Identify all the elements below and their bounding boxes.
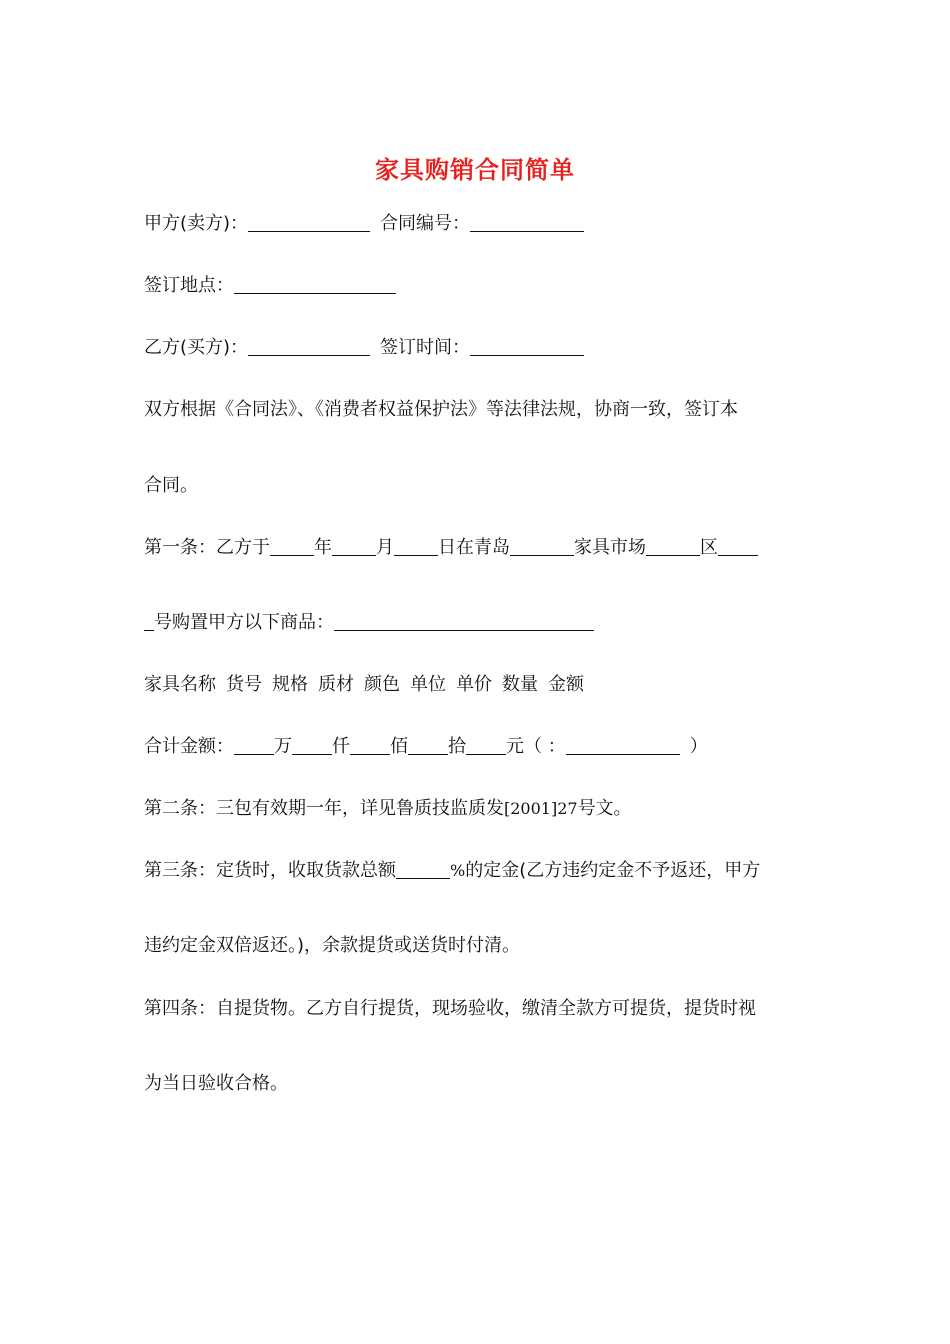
sign-place-blank (234, 275, 396, 294)
col-header: 数量 (502, 674, 538, 695)
col-header: 货号 (226, 674, 262, 695)
qian-label: 仟 (332, 736, 350, 757)
shi-label: 拾 (448, 736, 466, 757)
total-label: 合计金额： (144, 736, 234, 757)
percent-sign: % (450, 861, 466, 880)
market-label: 家具市场 (574, 537, 646, 558)
article-1-prefix: 第一条：乙方于 (144, 537, 270, 558)
wan-label: 万 (274, 736, 292, 757)
total-amount-row (144, 734, 708, 760)
yuan-label: 元（ ： (506, 736, 566, 757)
party-a-row (144, 211, 584, 237)
wan-blank (234, 736, 274, 755)
col-header: 质材 (318, 674, 354, 695)
year-label: 年 (314, 537, 332, 558)
number-blank (144, 612, 154, 631)
article-2-suffix: 号文。 (577, 798, 632, 819)
party-a-blank (248, 213, 370, 232)
col-header: 颜色 (364, 674, 400, 695)
district-blank (646, 537, 700, 556)
col-header: 单价 (456, 674, 492, 695)
document-title: 家具购销合同简单 (375, 155, 575, 184)
party-a-label: 甲方(卖方)： (144, 213, 249, 234)
bai-blank (350, 736, 390, 755)
sign-time-label: 签订时间： (380, 337, 471, 358)
col-header: 家具名称 (144, 674, 216, 695)
article-3-line-2: 违约定金双倍返还。)，余款提货或送货时付清。 (144, 935, 521, 956)
party-b-blank (248, 337, 370, 356)
article-3-prefix: 第三条：定货时，收取货款总额 (144, 860, 396, 881)
sign-time-blank (470, 337, 584, 356)
qian-blank (292, 736, 332, 755)
article-1-line-2-text: 号购置甲方以下商品： (154, 612, 334, 633)
intro-line-1: 双方根据《合同法》、《消费者权益保护法》等法律法规，协商一致，签订本 (144, 399, 738, 420)
month-label: 月 (376, 537, 394, 558)
intro-line-2: 合同。 (144, 475, 198, 496)
goods-table-header (144, 672, 594, 698)
col-header: 金额 (548, 674, 584, 695)
article-3-line-1 (144, 858, 760, 884)
percent-blank (396, 860, 450, 879)
market-blank (510, 537, 574, 556)
shi-blank (408, 736, 448, 755)
article-1-line-2 (144, 610, 594, 636)
article-2 (144, 796, 632, 822)
article-1-line-1 (144, 535, 758, 561)
contract-no-label: 合同编号： (380, 213, 471, 234)
amount-figure-blank (566, 736, 680, 755)
district-label: 区 (700, 537, 718, 558)
party-b-label: 乙方(买方)： (144, 337, 249, 358)
article-2-prefix: 第二条：三包有效期一年，详见鲁质技监质发 (144, 798, 504, 819)
sign-place-row (144, 273, 396, 299)
district-number-blank (718, 537, 758, 556)
total-close: ） (689, 736, 708, 757)
article-2-ref: [2001]27 (504, 799, 578, 818)
contract-no-blank (470, 213, 584, 232)
article-4-line-2: 为当日验收合格。 (144, 1073, 288, 1094)
month-blank (332, 537, 376, 556)
sign-place-label: 签订地点： (144, 275, 234, 296)
col-header: 规格 (272, 674, 308, 695)
party-b-row (144, 335, 584, 361)
bai-label: 佰 (390, 736, 408, 757)
yuan-blank (466, 736, 506, 755)
day-label: 日在青岛 (438, 537, 510, 558)
article-4-line-1: 第四条：自提货物。乙方自行提货，现场验收，缴清全款方可提货，提货时视 (144, 998, 756, 1019)
article-3-suffix: 的定金(乙方违约定金不予返还，甲方 (465, 860, 761, 881)
year-blank (270, 537, 314, 556)
col-header: 单位 (410, 674, 446, 695)
goods-blank (334, 612, 594, 631)
day-blank (394, 537, 438, 556)
